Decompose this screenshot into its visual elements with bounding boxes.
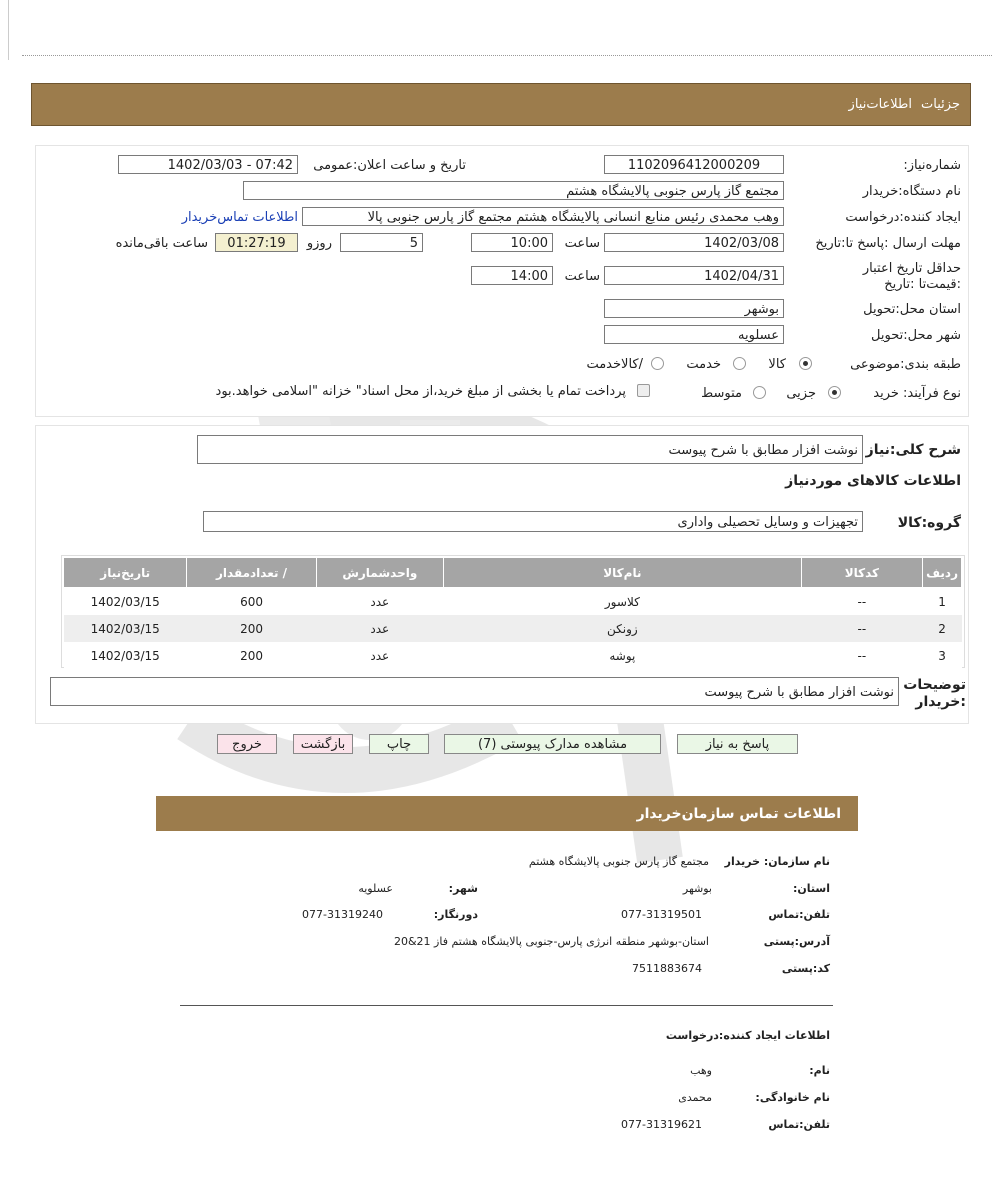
table-row <box>64 615 962 642</box>
item-code: -- <box>801 588 922 616</box>
item-unit: عدد <box>316 615 444 642</box>
item-qty: 200 <box>187 615 316 642</box>
province-field: بوشهر <box>604 299 784 318</box>
address-value: استان-بوشهر منطقه انرژی پارس-جنوبی پالایشگاه هشتم فاز 21&20 <box>393 935 709 948</box>
process-medium-radio[interactable] <box>753 386 766 399</box>
contact-city-value: عسلویه <box>358 882 393 895</box>
item-qty: 200 <box>187 642 316 669</box>
col-code-header: کدکالا <box>801 558 922 588</box>
contact-city-label: شهر: <box>448 882 478 895</box>
view-attachments-button[interactable]: مشاهده مدارک پیوستی (7) <box>444 734 661 754</box>
creator-label: ایجاد کننده:درخواست <box>845 210 961 225</box>
top-divider <box>22 55 992 56</box>
deadline-time-label: ساعت <box>564 236 600 251</box>
city-field: عسلویه <box>604 325 784 344</box>
validity-time-label: ساعت <box>564 269 600 284</box>
col-qty-header: / تعدادمقدار <box>187 558 316 588</box>
creator-info-title: اطلاعات ایجاد کننده:درخواست <box>665 1029 830 1042</box>
contact-province-label: استان: <box>793 882 830 895</box>
goods-group-field: تجهیزات و وسایل تحصیلی واداری <box>203 511 863 532</box>
category-service-label: خدمت <box>686 357 721 372</box>
city-label: شهر محل:تحویل <box>871 328 961 343</box>
creator-phone-label: تلفن:تماس <box>768 1118 830 1131</box>
page-left-border <box>8 0 9 60</box>
goods-info-title: اطلاعات کالاهای موردنیاز <box>785 473 961 489</box>
remaining-time-label: ساعت باقی‌مانده <box>115 236 208 251</box>
contact-phone-label: تلفن:تماس <box>768 908 830 921</box>
row-number: 3 <box>923 642 962 669</box>
tab-need-info[interactable]: اطلاعات‌نیاز <box>848 97 912 112</box>
creator-name-label: نام: <box>809 1064 830 1077</box>
org-name-value: مجتمع گاز پارس جنوبی پالایشگاه هشتم <box>528 855 709 868</box>
fax-value: 077-31319240 <box>302 908 383 921</box>
creator-family-value: محمدی <box>678 1091 712 1104</box>
category-label: طبقه بندی:موضوعی <box>850 357 961 372</box>
need-number-label: شماره‌نیاز: <box>903 158 961 173</box>
row-number: 1 <box>923 588 962 616</box>
item-date: 1402/03/15 <box>64 615 187 642</box>
creator-family-label: نام خانوادگی: <box>755 1091 830 1104</box>
deadline-time-field: 10:00 <box>471 233 553 252</box>
col-unit-header: واحدشمارش <box>316 558 444 588</box>
back-button[interactable]: بازگشت <box>293 734 353 754</box>
need-number-field: 1102096412000209 <box>604 155 784 174</box>
details-header-bar <box>31 83 971 126</box>
item-unit: عدد <box>316 642 444 669</box>
process-medium-label: متوسط <box>701 386 742 401</box>
table-row <box>64 642 962 669</box>
deadline-date-field: 1402/03/08 <box>604 233 784 252</box>
item-unit: عدد <box>316 588 444 616</box>
deadline-label: مهلت ارسال :پاسخ تا:تاریخ <box>815 236 961 251</box>
row-number: 2 <box>923 615 962 642</box>
item-qty: 600 <box>187 588 316 616</box>
item-date: 1402/03/15 <box>64 588 187 616</box>
province-label: استان محل:تحویل <box>863 302 961 317</box>
fax-label: دورنگار: <box>433 908 478 921</box>
col-row-header: ردیف <box>923 558 962 588</box>
creator-field: وهب محمدی رئیس منابع انسانی پالایشگاه هشتم مجتمع گاز پارس جنوبی پالا <box>302 207 784 226</box>
reply-to-need-button[interactable]: پاسخ به نیاز <box>677 734 798 754</box>
item-name: زونکن <box>444 615 802 642</box>
postal-code-value: 7511883674 <box>632 962 702 975</box>
general-description-field: نوشت افزار مطابق با شرح پیوست <box>197 435 863 464</box>
col-name-header: نام‌کالا <box>444 558 802 588</box>
days-label: روزو <box>306 236 332 251</box>
item-name: پوشه <box>444 642 802 669</box>
buyer-notes-field: نوشت افزار مطابق با شرح پیوست <box>50 677 899 706</box>
table-row <box>64 588 962 616</box>
contact-divider <box>180 1005 833 1006</box>
days-field: 5 <box>340 233 423 252</box>
process-minor-radio[interactable] <box>828 386 841 399</box>
exit-button[interactable]: خروج <box>217 734 277 754</box>
buyer-org-label: نام دستگاه:خریدار <box>862 184 961 199</box>
remaining-time-field: 01:27:19 <box>215 233 298 252</box>
treasury-payment-checkbox[interactable] <box>637 384 650 397</box>
org-name-label: نام سازمان: خریدار <box>724 855 830 868</box>
announce-label: تاریخ و ساعت اعلان:عمومی <box>313 158 466 173</box>
treasury-payment-note: پرداخت تمام یا بخشی از مبلغ خرید،از محل اسناد" خزانه "اسلامی خواهد.بود <box>215 384 626 399</box>
item-code: -- <box>801 615 922 642</box>
category-goods-radio[interactable] <box>799 357 812 370</box>
address-label: آدرس:پستی <box>763 935 830 948</box>
col-date-header: تاریخ‌نیاز <box>64 558 187 588</box>
items-table <box>63 557 962 669</box>
item-date: 1402/03/15 <box>64 642 187 669</box>
process-minor-label: جزیی <box>786 386 816 401</box>
buyer-contact-title: اطلاعات تماس سازمان‌خریدار <box>636 806 841 822</box>
items-table-header <box>64 558 962 588</box>
creator-phone-value: 077-31319621 <box>621 1118 702 1131</box>
buyer-contact-link[interactable]: اطلاعات تماس‌خریدار <box>181 210 298 225</box>
category-goods-label: کالا <box>768 357 786 372</box>
category-goods-service-label: /کالاخدمت <box>586 357 643 372</box>
category-goods-service-radio[interactable] <box>651 357 664 370</box>
buyer-notes-label: توضیحات :خریدار <box>903 677 966 710</box>
contact-province-value: بوشهر <box>682 882 712 895</box>
postal-code-label: کد:پستی <box>781 962 830 975</box>
buyer-org-field: مجتمع گاز پارس جنوبی پالایشگاه هشتم <box>243 181 784 200</box>
general-description-label: شرح کلی:نیاز <box>865 442 961 458</box>
announce-field: 1402/03/03 - 07:42 <box>118 155 298 174</box>
validity-time-field: 14:00 <box>471 266 553 285</box>
process-type-label: نوع فرآیند: خرید <box>873 386 961 401</box>
validity-label: حداقل تاریخ اعتبار :قیمت‌تا :تاریخ <box>862 261 961 292</box>
contact-phone-value: 077-31319501 <box>621 908 702 921</box>
validity-date-field: 1402/04/31 <box>604 266 784 285</box>
category-service-radio[interactable] <box>733 357 746 370</box>
buyer-contact-header <box>156 796 858 831</box>
item-name: کلاسور <box>444 588 802 616</box>
tab-details[interactable]: جزئیات <box>921 97 960 112</box>
item-code: -- <box>801 642 922 669</box>
print-button[interactable]: چاپ <box>369 734 429 754</box>
creator-name-value: وهب <box>690 1064 712 1077</box>
goods-group-label: گروه:کالا <box>897 515 961 531</box>
